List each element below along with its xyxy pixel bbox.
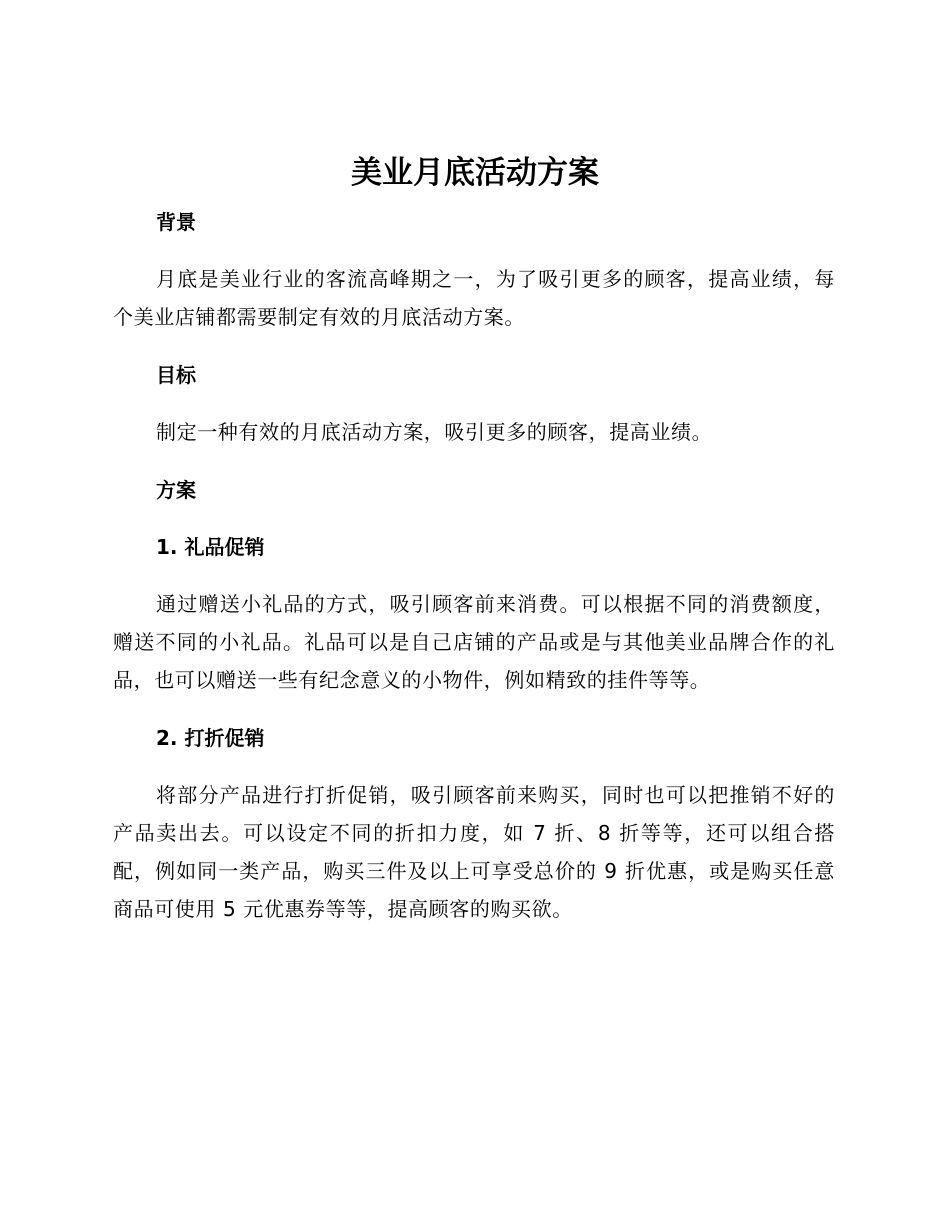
paragraph-background: 月底是美业行业的客流高峰期之一，为了吸引更多的顾客，提高业绩，每个美业店铺都需要制定有效的月底活动方案。 bbox=[113, 267, 835, 329]
heading-goal: 目标 bbox=[156, 363, 196, 387]
paragraph-gift-promotion: 通过赠送小礼品的方式，吸引顾客前来消费。可以根据不同的消费额度，赠送不同的小礼品。礼品可以是自己店铺的产品或是与其他美业品牌合作的礼品，也可以赠送一些有纪念意义的小物件，例如精致的挂件等等。 bbox=[113, 592, 835, 692]
heading-plan: 方案 bbox=[156, 478, 196, 502]
heading-gift-promotion: 1. 礼品促销 bbox=[156, 535, 265, 559]
paragraph-goal: 制定一种有效的月底活动方案，吸引更多的顾客，提高业绩。 bbox=[156, 420, 713, 444]
document-body bbox=[113, 203, 835, 928]
heading-background: 背景 bbox=[156, 210, 196, 234]
heading-discount-promotion: 2. 打折促销 bbox=[156, 726, 265, 750]
document-title: 美业月底活动方案 bbox=[351, 155, 599, 191]
paragraph-discount-promotion: 将部分产品进行打折促销，吸引顾客前来购买，同时也可以把推销不好的产品卖出去。可以设定不同的折扣力度，如 7 折、8 折等等，还可以组合搭配，例如同一类产品，购买三件及以上可享受总价的 9 折优惠，或是购买任意商品可使用 5 元优惠券等等，提高顾客的购买欲。 bbox=[113, 783, 835, 921]
